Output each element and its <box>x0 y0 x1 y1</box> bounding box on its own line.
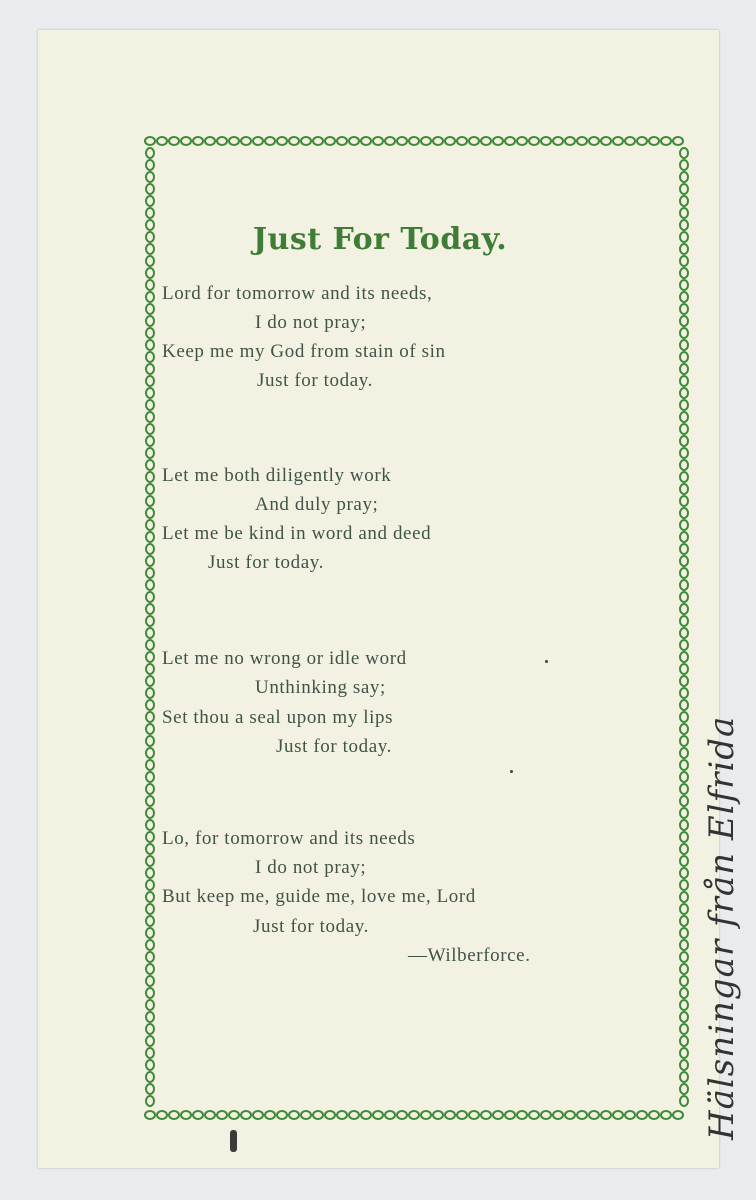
poem-line: Lo, for tomorrow and its needs <box>162 828 416 849</box>
poem-line: But keep me, guide me, love me, Lord <box>162 886 476 907</box>
poem-line: I do not pray; <box>255 312 367 333</box>
stain-mark <box>510 770 513 773</box>
poem-line: Just for today. <box>253 916 369 937</box>
poem-line: Set thou a seal upon my lips <box>162 707 394 728</box>
postcard <box>38 30 719 1168</box>
poem-line: Let me be kind in word and deed <box>162 523 432 544</box>
poem-line: Let me both diligently work <box>162 465 392 486</box>
poem-attribution: —Wilberforce. <box>408 945 531 966</box>
stain-mark <box>545 660 548 663</box>
stain-mark <box>230 1130 237 1152</box>
poem-line: Keep me my God from stain of sin <box>162 341 446 362</box>
poem-title: Just For Today. <box>252 222 508 257</box>
poem-line: Lord for tomorrow and its needs, <box>162 283 433 304</box>
poem-line: And duly pray; <box>255 494 379 515</box>
poem-line: Unthinking say; <box>255 677 386 698</box>
poem-line: Just for today. <box>257 370 373 391</box>
poem-line: I do not pray; <box>255 857 367 878</box>
poem-line: Just for today. <box>276 736 392 757</box>
poem-line: Just for today. <box>208 552 324 573</box>
poem-line: Let me no wrong or idle word <box>162 648 407 669</box>
handwritten-note: Hälsningar från Elfrida <box>702 715 742 1140</box>
